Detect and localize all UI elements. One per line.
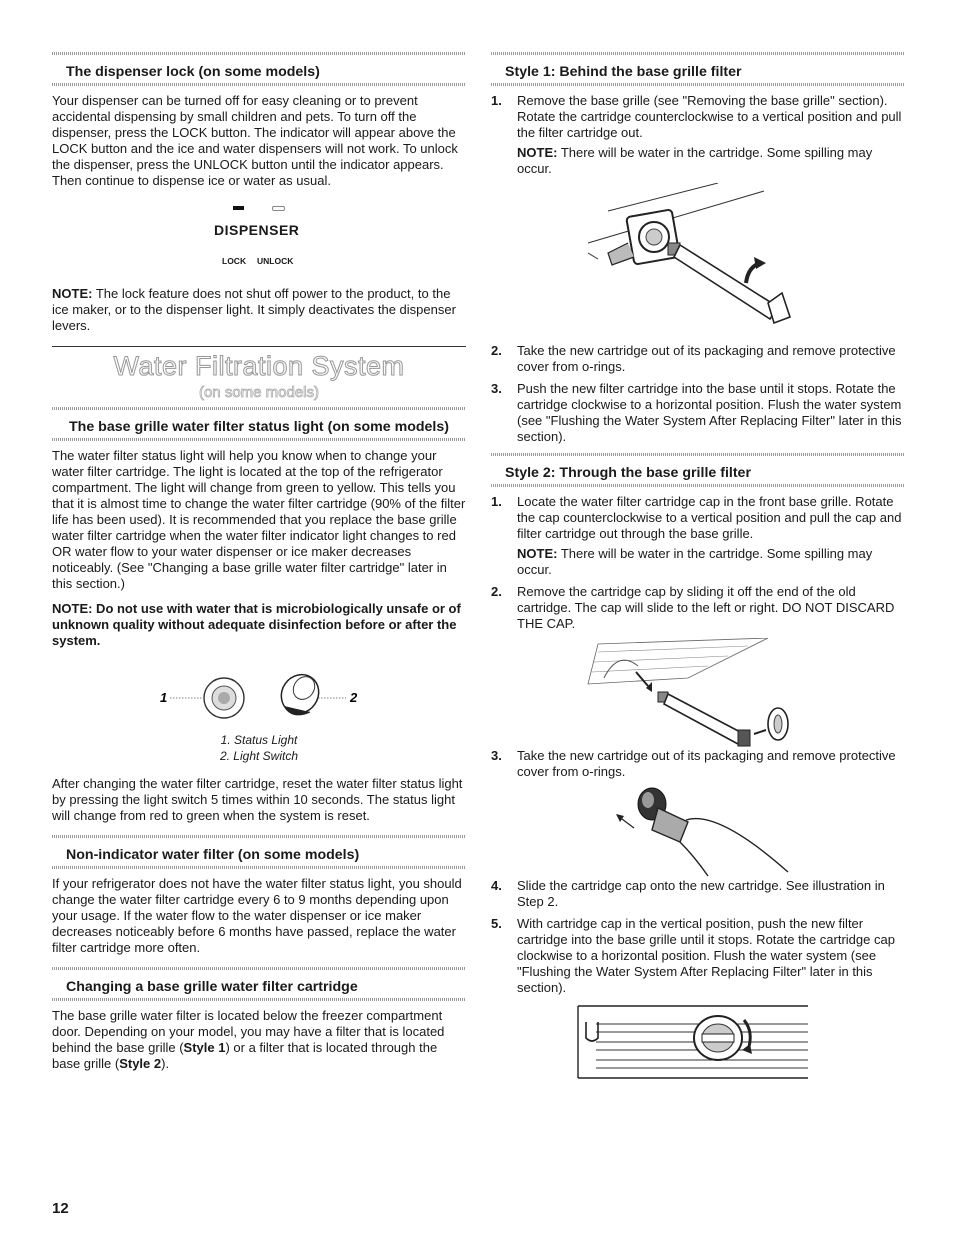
step-text: Remove the base grille (see "Removing the base grille" section). Rotate the cartridge counterclockwise to a vertical position and pull the filter cartridge out. bbox=[517, 93, 902, 140]
status-light-illustration bbox=[52, 658, 466, 732]
right-column bbox=[491, 50, 905, 1082]
style1-step-3 bbox=[491, 381, 905, 445]
style2-cap-removal-illustration bbox=[568, 638, 828, 748]
changing-body-3: ). bbox=[161, 1056, 170, 1071]
step-number: 4. bbox=[491, 878, 502, 893]
unlock-button-label: UNLOCK bbox=[257, 256, 294, 266]
non-indicator-heading: Non-indicator water filter (on some models) bbox=[52, 833, 466, 869]
section-divider bbox=[52, 346, 466, 347]
step-text: Push the new filter cartridge into the base until it stops. Rotate the cartridge clockwise to a horizontal position. Flush the water system (see "Flushing the Water System After Replacing Filter" later in this section). bbox=[517, 381, 902, 444]
changing-heading: Changing a base grille water filter cartridge bbox=[52, 965, 466, 1001]
dispenser-lock-figure bbox=[52, 198, 466, 280]
step-number: 1. bbox=[491, 494, 502, 509]
status-light-figure bbox=[52, 658, 466, 732]
dispenser-label: DISPENSER bbox=[214, 222, 300, 238]
status-light-heading: The base grille water filter status light (on some models) bbox=[52, 405, 466, 441]
style1-step-1 bbox=[491, 93, 905, 177]
style1-label: Style 1 bbox=[183, 1040, 226, 1055]
style2-heading: Style 2: Through the base grille filter bbox=[491, 451, 905, 487]
style2-label: Style 2 bbox=[119, 1056, 162, 1071]
status-light-note: NOTE: Do not use with water that is microbiologically unsafe or of unknown quality without adequate disinfection before or after the system. bbox=[52, 601, 461, 648]
step-text: Take the new cartridge out of its packaging and remove protective cover from o-rings. bbox=[517, 748, 896, 779]
dispenser-lock-note bbox=[52, 286, 466, 334]
step-number: 3. bbox=[491, 748, 502, 763]
style2-step-4 bbox=[491, 878, 905, 910]
caption-status-light: 1. Status Light bbox=[220, 733, 298, 747]
status-light-reset-text: After changing the water filter cartridge, reset the water filter status light by pressing the light switch 5 times within 10 seconds. The status light will change from red to green when the system is reset. bbox=[52, 776, 463, 823]
style1-heading: Style 1: Behind the base grille filter bbox=[491, 50, 905, 86]
note-text: There will be water in the cartridge. Some spilling may occur. bbox=[517, 145, 873, 176]
changing-body-1: The base grille water filter is located below the freezer compartment door. Depending on your model, you may have a filter that is located behind the base grille ( bbox=[52, 1008, 445, 1055]
style2-step-3 bbox=[491, 748, 905, 780]
step-number: 1. bbox=[491, 93, 502, 108]
dispenser-lock-heading: The dispenser lock (on some models) bbox=[52, 50, 466, 86]
status-light-caption bbox=[52, 732, 466, 764]
water-filtration-subtitle: (on some models) bbox=[198, 384, 320, 401]
caption-light-switch: 2. Light Switch bbox=[219, 749, 299, 763]
callout-2: 2 bbox=[350, 690, 358, 705]
o-ring-cover-illustration bbox=[568, 786, 828, 878]
step-number: 2. bbox=[491, 343, 502, 358]
step-text: Take the new cartridge out of its packaging and remove protective cover from o-rings. bbox=[517, 343, 896, 374]
style2-step-5 bbox=[491, 916, 905, 996]
note-label: NOTE: bbox=[52, 286, 93, 301]
left-column bbox=[52, 50, 466, 1081]
water-filtration-title: Water Filtration System bbox=[113, 351, 405, 381]
note-label: NOTE: bbox=[517, 546, 558, 561]
step-text: With cartridge cap in the vertical position, push the new filter cartridge into the base grille until it stops. Rotate the cartridge cap clockwise to a horizontal position. Flush the water system (see "Flushing the Water System After Replacing Filter" later in this section). bbox=[517, 916, 895, 995]
callout-1: 1 bbox=[160, 690, 168, 705]
light-switch-icon bbox=[274, 667, 326, 720]
changing-body bbox=[52, 1008, 466, 1072]
style1-step-2 bbox=[491, 343, 905, 375]
style2-step-1 bbox=[491, 494, 905, 578]
step-text: Locate the water filter cartridge cap in the front base grille. Rotate the cap counterclockwise to a vertical position and pull the cap and filter cartridge out through the base grille. bbox=[517, 494, 902, 541]
style1-filter-removal-illustration bbox=[568, 183, 828, 343]
lock-indicator-on bbox=[233, 206, 244, 210]
base-grille-cap-illustration bbox=[568, 1002, 828, 1082]
style2-step-2 bbox=[491, 584, 905, 632]
step-number: 3. bbox=[491, 381, 502, 396]
note-text: The lock feature does not shut off power to the product, to the ice maker, or to the dispenser light. It simply deactivates the dispenser levers. bbox=[52, 286, 456, 333]
dispenser-lock-body: Your dispenser can be turned off for easy cleaning or to prevent accidental dispensing by small children and pets. To turn off the dispenser, press the LOCK button. The indicator will appear above the LOCK button and the ice and water dispensers will not work. To unlock the dispenser, press the UNLOCK button until the indicator appears. Then continue to dispense ice or water as usual. bbox=[52, 93, 458, 188]
step-text: Remove the cartridge cap by sliding it off the end of the old cartridge. The cap will slide to the left or right. DO NOT DISCARD THE CAP. bbox=[517, 584, 895, 631]
style1-note bbox=[517, 145, 905, 177]
step-text: Slide the cartridge cap onto the new cartridge. See illustration in Step 2. bbox=[517, 878, 885, 909]
changing-body-2: ) or a filter that is located through the base grille ( bbox=[52, 1040, 438, 1071]
unlock-indicator-off bbox=[272, 206, 285, 211]
style2-note bbox=[517, 546, 905, 578]
note-text: There will be water in the cartridge. Some spilling may occur. bbox=[517, 546, 873, 577]
page-number: 12 bbox=[52, 1200, 69, 1217]
status-light-body: The water filter status light will help you know when to change your water filter cartridge. The light is located at the top of the refrigerator compartment. The light will change from green to yellow. This tells you that it is almost time to change the water filter cartridge (90% of the filter life has been used). It is recommended that you replace the base grille water filter cartridge when the water filter indicator light changes to red OR water flow to your water dispenser or ice maker decreases noticeably. (See "Changing a base grille water filter cartridge" later in this section.) bbox=[52, 448, 466, 591]
step-number: 5. bbox=[491, 916, 502, 931]
lock-button-label: LOCK bbox=[222, 256, 247, 266]
note-label: NOTE: bbox=[517, 145, 558, 160]
step-number: 2. bbox=[491, 584, 502, 599]
non-indicator-body: If your refrigerator does not have the water filter status light, you should change the water filter cartridge every 6 to 9 months depending upon your usage. If the water flow to the water dispenser or ice maker decreases noticeably before 6 months have passed, replace the water filter cartridge more often. bbox=[52, 876, 462, 955]
